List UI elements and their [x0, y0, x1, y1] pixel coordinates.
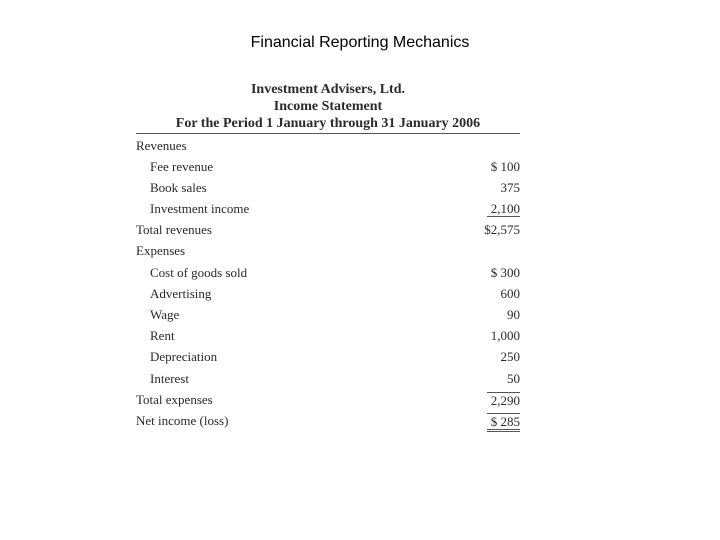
row-label: Revenues	[136, 138, 187, 153]
row-label: Advertising	[150, 286, 212, 301]
row-label: Net income (loss)	[136, 413, 229, 428]
row-amount: 600	[500, 286, 520, 301]
row-depreciation	[136, 349, 520, 370]
row-label: Expenses	[136, 243, 186, 258]
row-amount: 90	[507, 307, 520, 322]
row-amount: 250	[500, 349, 520, 364]
row-amount: 50	[507, 371, 520, 386]
section-expenses	[136, 243, 520, 264]
row-amount: $2,575	[484, 222, 520, 237]
row-label: Depreciation	[150, 349, 218, 364]
slide-title: Financial Reporting Mechanics	[250, 34, 470, 51]
company-name: Investment Advisers, Ltd.	[250, 82, 405, 97]
row-label: Rent	[150, 328, 175, 343]
statement-period: For the Period 1 January through 31 January 2006	[175, 116, 481, 131]
row-label: Fee revenue	[150, 159, 214, 174]
row-amount: 2,290	[487, 392, 520, 409]
row-label: Wage	[150, 307, 180, 322]
row-amount: $ 285	[487, 413, 520, 432]
row-fee-revenue	[136, 159, 520, 180]
row-label: Book sales	[150, 180, 207, 195]
statement-name: Income Statement	[273, 99, 383, 114]
row-label: Interest	[150, 371, 189, 386]
row-cost-of-goods-sold	[136, 265, 520, 286]
row-amount: 375	[500, 180, 520, 195]
row-book-sales	[136, 180, 520, 201]
section-revenues	[136, 138, 520, 159]
row-amount: $ 100	[490, 159, 520, 174]
row-wage	[136, 307, 520, 328]
row-investment-income	[136, 201, 520, 222]
row-advertising	[136, 286, 520, 307]
row-label: Cost of goods sold	[150, 265, 248, 280]
row-label: Investment income	[150, 201, 250, 216]
row-total-expenses	[136, 392, 520, 413]
row-interest	[136, 371, 520, 392]
row-total-revenues	[136, 222, 520, 243]
header-rule	[136, 133, 520, 134]
row-amount: 2,100	[487, 201, 520, 217]
row-label: Total revenues	[136, 222, 212, 237]
row-amount: $ 300	[490, 265, 520, 280]
row-label: Total expenses	[136, 392, 213, 407]
row-amount: 1,000	[490, 328, 520, 343]
row-net-income	[136, 413, 520, 434]
row-rent	[136, 328, 520, 349]
